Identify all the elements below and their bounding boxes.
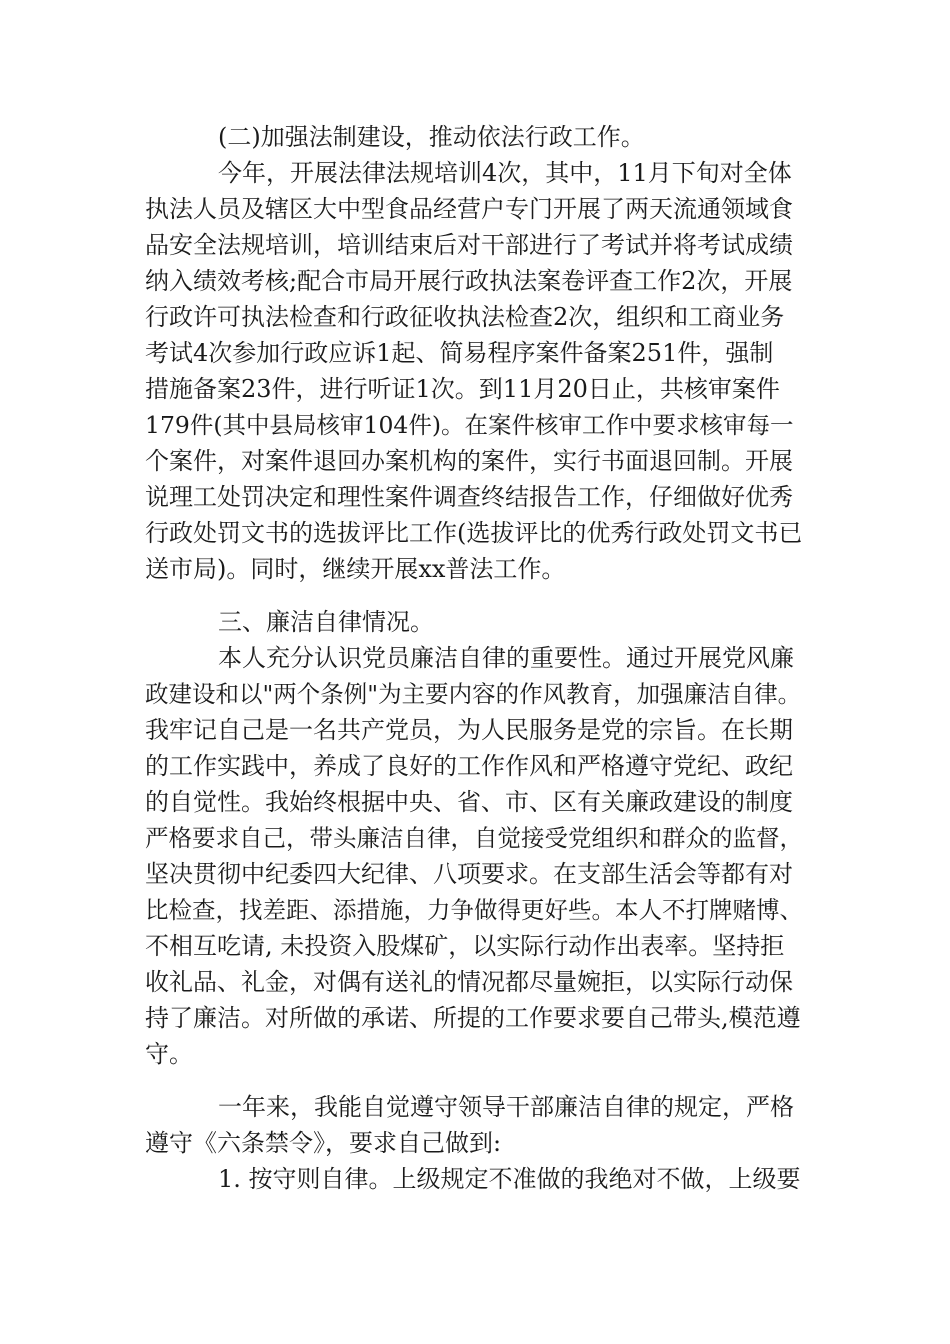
section-heading-integrity: 三、廉洁自律情况。 (218, 608, 434, 636)
paragraph-line: 执法人员及辖区大中型食品经营户专门开展了两天流通领域食 (145, 195, 793, 223)
paragraph-line: 个案件，对案件退回办案机构的案件，实行书面退回制。开展 (145, 447, 793, 475)
paragraph-line: 比检查，找差距、添措施，力争做得更好些。本人不打牌赌博、 (145, 896, 803, 924)
paragraph-line: 我牢记自己是一名共产党员，为人民服务是党的宗旨。在长期 (145, 716, 793, 744)
paragraph-line: 持了廉洁。对所做的承诺、所提的工作要求要自己带头,模范遵 (145, 1004, 801, 1032)
paragraph-line: 今年，开展法律法规培训4次，其中，11月下旬对全体 (218, 159, 792, 187)
paragraph-line: 的自觉性。我始终根据中央、省、市、区有关廉政建设的制度 (145, 788, 793, 816)
section-heading-legal-construction: (二)加强法制建设，推动依法行政工作。 (218, 123, 645, 151)
paragraph-line: 品安全法规培训，培训结束后对干部进行了考试并将考试成绩 (145, 231, 793, 259)
paragraph-line: 遵守《六条禁令》，要求自己做到: (145, 1129, 502, 1157)
paragraph-line: 送市局)。同时，继续开展xx普法工作。 (145, 555, 566, 583)
paragraph-line: 措施备案23件，进行听证1次。到11月20日止，共核审案件 (145, 375, 780, 403)
paragraph-line: 179件(其中县局核审104件)。在案件核审工作中要求核审每一 (145, 411, 794, 439)
paragraph-line: 政建设和以"两个条例"为主要内容的作风教育，加强廉洁自律。 (145, 680, 802, 708)
paragraph-line: 守。 (145, 1040, 193, 1068)
paragraph-line: 行政处罚文书的选拔评比工作(选拔评比的优秀行政处罚文书已 (145, 519, 803, 547)
numbered-item-1: 1. 按守则自律。上级规定不准做的我绝对不做，上级要 (218, 1165, 801, 1193)
paragraph-line: 严格要求自己，带头廉洁自律，自觉接受党组织和群众的监督， (145, 824, 803, 852)
paragraph-line: 说理工处罚决定和理性案件调查终结报告工作，仔细做好优秀 (145, 483, 793, 511)
paragraph-line: 坚决贯彻中纪委四大纪律、八项要求。在支部生活会等都有对 (145, 860, 793, 888)
paragraph-line: 纳入绩效考核;配合市局开展行政执法案卷评查工作2次，开展 (145, 267, 793, 295)
paragraph-line: 不相互吃请, 未投资入股煤矿，以实际行动作出表率。坚持拒 (145, 932, 785, 960)
paragraph-line: 一年来，我能自觉遵守领导干部廉洁自律的规定，严格 (218, 1093, 794, 1121)
paragraph-line: 本人充分认识党员廉洁自律的重要性。通过开展党风廉 (218, 644, 794, 672)
paragraph-line: 的工作实践中，养成了良好的工作作风和严格遵守党纪、政纪 (145, 752, 793, 780)
paragraph-line: 收礼品、礼金，对偶有送礼的情况都尽量婉拒，以实际行动保 (145, 968, 793, 996)
paragraph-line: 考试4次参加行政应诉1起、简易程序案件备案251件，强制 (145, 339, 774, 367)
paragraph-line: 行政许可执法检查和行政征收执法检查2次，组织和工商业务 (145, 303, 785, 331)
